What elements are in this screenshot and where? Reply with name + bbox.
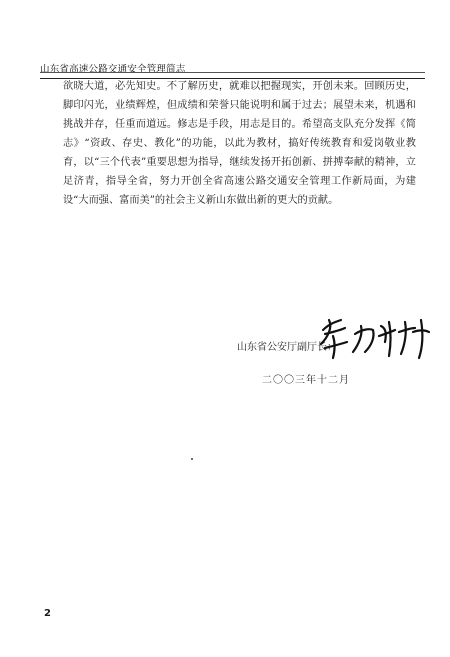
running-title: 山东省高速公路交通安全管理简志 (40, 64, 186, 75)
date-line: 二〇〇三年十二月 (262, 375, 350, 386)
body-paragraph: 欲晓大道，必先知史。不了解历史，就难以把握现实，开创未来。回顾历史，脚印闪光，业绩辉煌，但成绩和荣誉只能说明和属于过去；展望未来，机遇和挑战并存，任重而道远。修志是手段，用志是目的。希望高支队充分发挥《简志》“资政、存史、教化”的功能，以此为教材，搞好传统教育和爱岗敬业教育，以“三个代表”重要思想为指导，继续发扬开拓创新、拼搏奉献的精神，立足济青，指导全省，努力开创全省高速公路交通安全管理工作新局面，为建设“大而强、富而美”的社会主义新山东做出新的更大的贡献。 (63, 81, 416, 206)
page-number: 2 (44, 608, 51, 619)
running-header (40, 57, 425, 79)
scan-speck (191, 458, 193, 460)
handwritten-signature (315, 312, 435, 362)
header-rule (40, 72, 425, 73)
signature-label: 山东省公安厅副厅长： (237, 342, 337, 353)
